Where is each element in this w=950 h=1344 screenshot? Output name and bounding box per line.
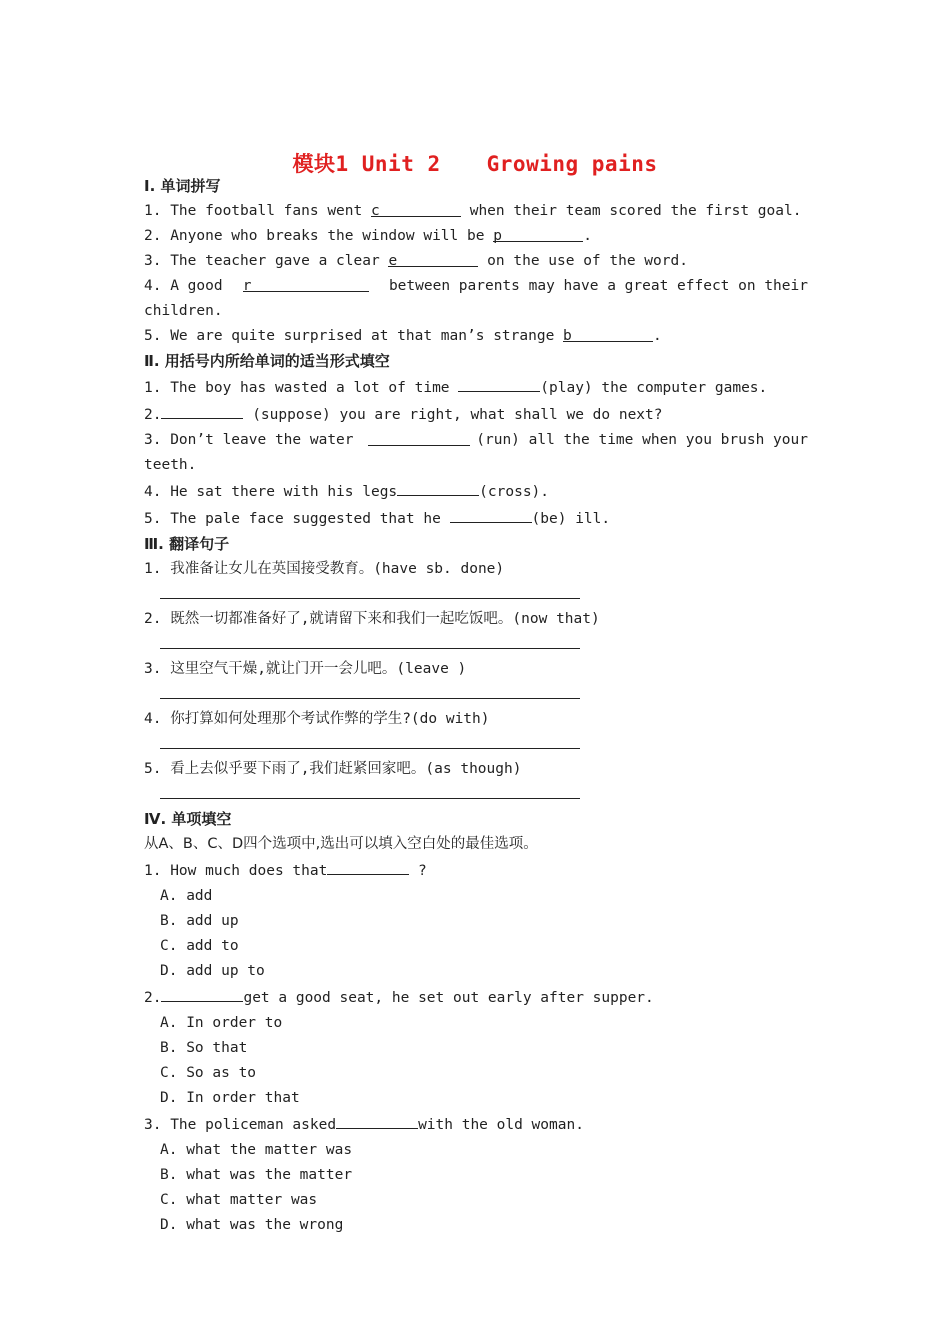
word-form-question-3: 3. Don’t leave the water (run) all the time when you brush your	[144, 428, 808, 453]
choice-question-3: 3. The policeman asked with the old woman.	[144, 1111, 808, 1138]
answer-blank[interactable]	[161, 401, 243, 419]
translation-question-1: 1. 我准备让女儿在英国接受教育。(have sb. done)	[144, 561, 505, 577]
choice-option[interactable]: A. what the matter was	[160, 1142, 353, 1158]
spelling-question-4-continued: children.	[144, 303, 223, 319]
answer-blank[interactable]	[368, 428, 470, 446]
choice-option[interactable]: C. So as to	[160, 1065, 257, 1081]
choice-question-2: 2. get a good seat, he set out early after supper.	[144, 984, 808, 1011]
title-topic: Growing pains	[486, 152, 658, 176]
answer-blank[interactable]	[397, 478, 479, 496]
spelling-question-5: 5. We are quite surprised at that man’s strange b .	[144, 324, 808, 349]
choice-option[interactable]: D. In order that	[160, 1090, 300, 1106]
translation-question-2: 2. 既然一切都准备好了,就请留下来和我们一起吃饭吧。(now that)	[144, 611, 600, 627]
answer-blank[interactable]: b	[563, 324, 653, 342]
answer-blank[interactable]	[450, 505, 532, 523]
answer-blank[interactable]: p	[493, 224, 583, 242]
worksheet-content	[144, 174, 808, 1238]
spelling-question-3: 3. The teacher gave a clear e on the use of the word.	[144, 249, 808, 274]
word-form-question-2: 2. (suppose) you are right, what shall we do next?	[144, 401, 808, 428]
section-heading-spelling: Ⅰ. 单词拼写	[144, 177, 221, 195]
spelling-question-4: 4. A good r between parents may have a great effect on their	[144, 274, 808, 299]
translation-question-4: 4. 你打算如何处理那个考试作弊的学生?(do with)	[144, 711, 490, 727]
choice-option[interactable]: A. add	[160, 888, 213, 904]
choice-option[interactable]: A. In order to	[160, 1015, 283, 1031]
section-heading-multiple-choice: Ⅳ. 单项填空	[144, 810, 232, 828]
choice-option[interactable]: B. what was the matter	[160, 1167, 353, 1183]
choice-option[interactable]: C. what matter was	[160, 1192, 318, 1208]
choice-option[interactable]: D. what was the wrong	[160, 1217, 344, 1233]
spelling-question-1: 1. The football fans went c when their team scored the first goal.	[144, 199, 808, 224]
answer-blank[interactable]	[327, 857, 409, 875]
choice-option[interactable]: B. So that	[160, 1040, 248, 1056]
answer-blank[interactable]: c	[371, 199, 461, 217]
spelling-question-2: 2. Anyone who breaks the window will be p .	[144, 224, 808, 249]
answer-blank[interactable]	[161, 984, 243, 1002]
translation-question-5: 5. 看上去似乎要下雨了,我们赶紧回家吧。(as though)	[144, 761, 522, 777]
answer-blank[interactable]	[458, 374, 540, 392]
section-heading-translation: Ⅲ. 翻译句子	[144, 535, 230, 553]
answer-blank[interactable]: r	[243, 274, 369, 292]
word-form-question-5: 5. The pale face suggested that he (be) ill.	[144, 505, 808, 532]
word-form-question-4: 4. He sat there with his legs (cross).	[144, 478, 808, 505]
answer-blank[interactable]: e	[388, 249, 478, 267]
section-heading-word-forms: Ⅱ. 用括号内所给单词的适当形式填空	[144, 352, 390, 370]
choice-option[interactable]: B. add up	[160, 913, 239, 929]
translation-question-3: 3. 这里空气干燥,就让门开一会儿吧。(leave )	[144, 661, 467, 677]
choice-option[interactable]: D. add up to	[160, 963, 265, 979]
multiple-choice-instruction: 从A、B、C、D四个选项中,选出可以填入空白处的最佳选项。	[144, 836, 538, 852]
word-form-question-3-continued: teeth.	[144, 457, 197, 473]
choice-question-1: 1. How much does that ?	[144, 857, 808, 884]
title-module: 模块1 Unit 2	[292, 152, 441, 176]
choice-option[interactable]: C. add to	[160, 938, 239, 954]
word-form-question-1: 1. The boy has wasted a lot of time (play) the computer games.	[144, 374, 808, 401]
answer-blank[interactable]	[336, 1111, 418, 1129]
